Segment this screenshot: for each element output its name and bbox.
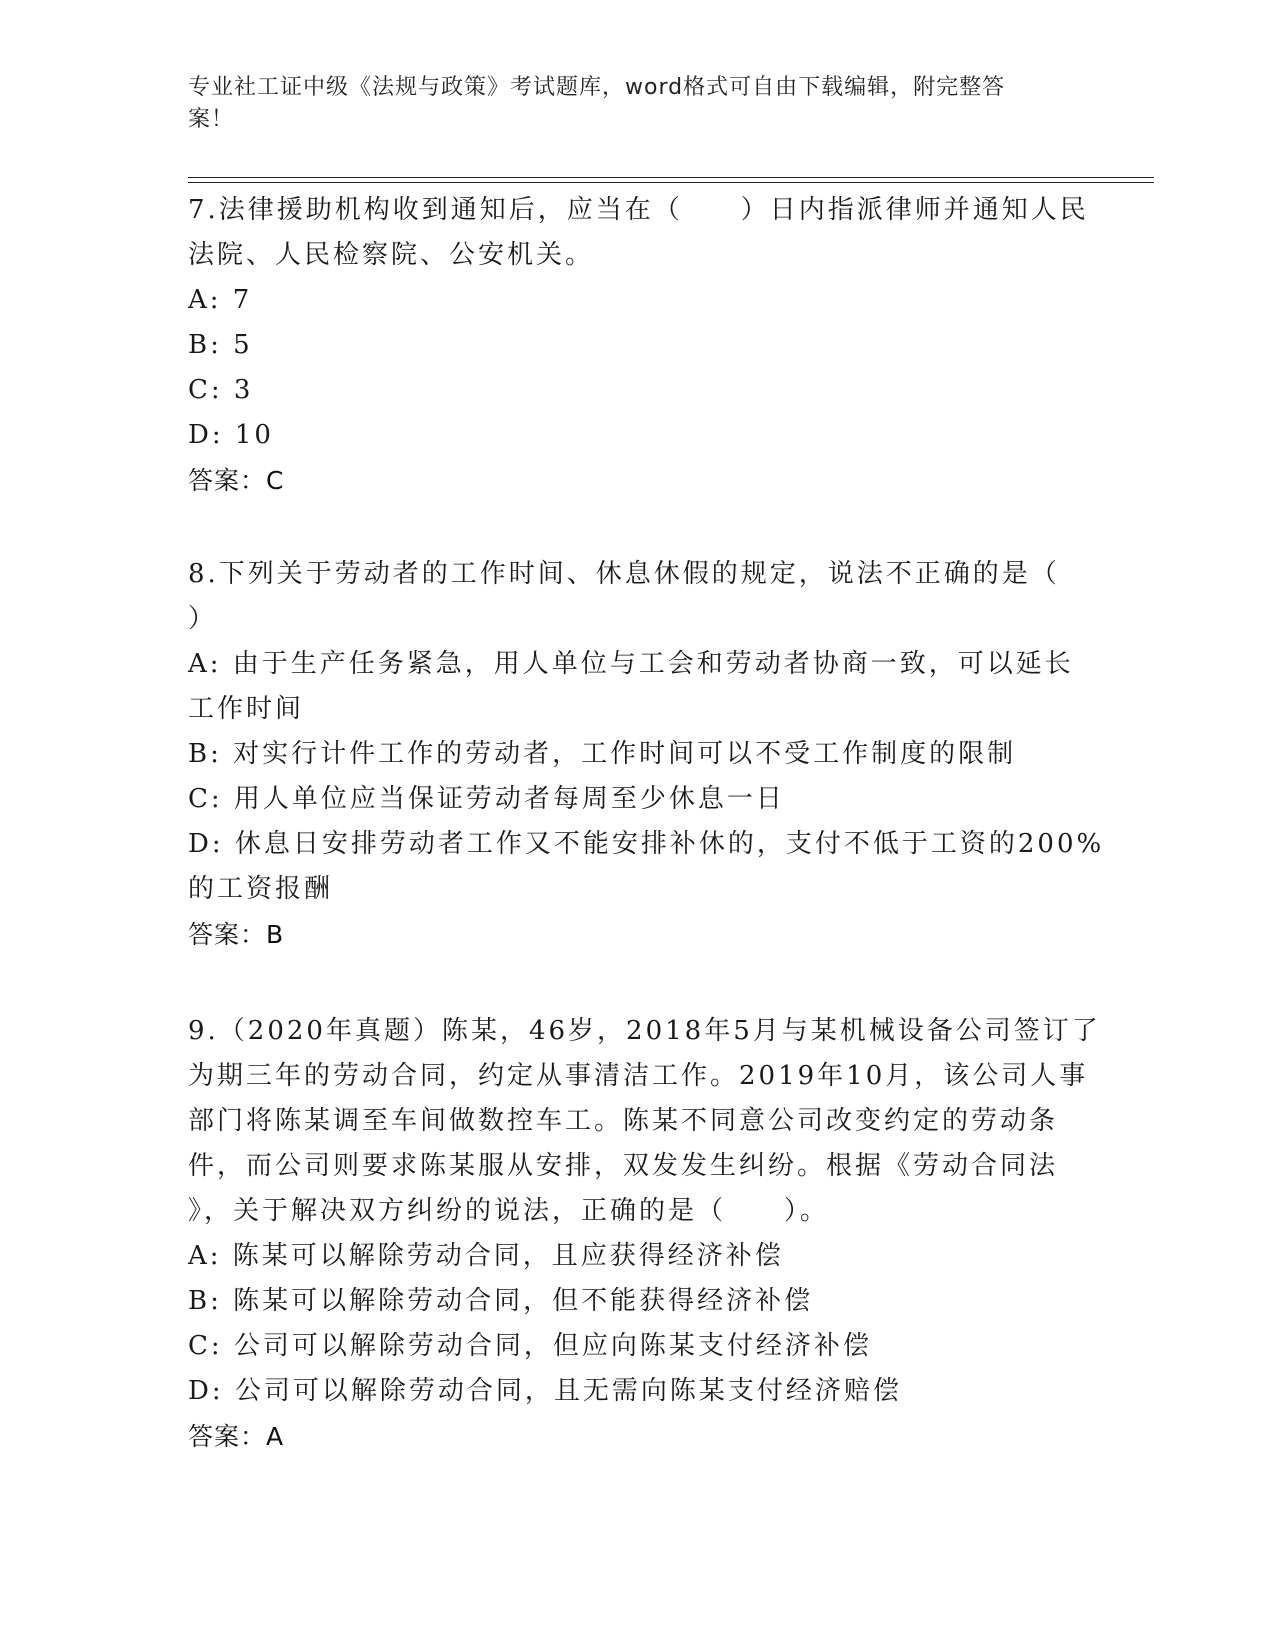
- question-block: [188, 552, 1105, 957]
- option-a: A: 由于生产任务紧急，用人单位与工会和劳动者协商一致，可以延长: [188, 649, 1074, 679]
- question-stem-line: 法院、人民检察院、公安机关。: [188, 240, 595, 270]
- question-block: [188, 188, 1089, 503]
- question-stem-line: 为期三年的劳动合同，约定从事清洁工作。2019年10月，该公司人事: [188, 1061, 1089, 1091]
- question-stem-line: 9.（2020年真题）陈某，46岁，2018年5月与某机械设备公司签订了: [188, 1016, 1101, 1046]
- answer-line: 答案：B: [188, 920, 285, 949]
- header-divider: [188, 182, 1154, 183]
- header-line: 案！: [188, 107, 235, 132]
- question-block: [188, 1009, 1101, 1459]
- option-c: C: 3: [188, 375, 254, 405]
- option-a: A: 7: [188, 285, 253, 315]
- answer-line: 答案：C: [188, 466, 285, 495]
- option-d: D: 休息日安排劳动者工作又不能安排补休的，支付不低于工资的200%: [188, 829, 1105, 859]
- answer-line: 答案：A: [188, 1422, 285, 1451]
- option-d-continued: 的工资报酬: [188, 874, 334, 904]
- option-d: D: 公司可以解除劳动合同，且无需向陈某支付经济赔偿: [188, 1376, 902, 1406]
- option-c: C: 用人单位应当保证劳动者每周至少休息一日: [188, 784, 785, 814]
- option-d: D: 10: [188, 420, 274, 450]
- document-header: [188, 72, 1068, 136]
- question-stem-line: 件，而公司则要求陈某服从安排，双发发生纠纷。根据《劳动合同法: [188, 1151, 1059, 1181]
- question-stem-line: 》，关于解决双方纠纷的说法，正确的是（ ）。: [188, 1196, 830, 1226]
- question-stem-line: 部门将陈某调至车间做数控车工。陈某不同意公司改变约定的劳动条: [188, 1106, 1059, 1136]
- option-b: B: 陈某可以解除劳动合同，但不能获得经济补偿: [188, 1286, 814, 1316]
- question-stem-line: 7.法律援助机构收到通知后，应当在（ ）日内指派律师并通知人民: [188, 195, 1089, 225]
- option-b: B: 5: [188, 330, 253, 360]
- question-stem-line: 8.下列关于劳动者的工作时间、休息休假的规定，说法不正确的是（: [188, 559, 1060, 589]
- option-b: B: 对实行计件工作的劳动者，工作时间可以不受工作制度的限制: [188, 739, 1017, 769]
- question-stem-line: ）: [188, 604, 218, 634]
- option-a-continued: 工作时间: [188, 694, 305, 724]
- option-c: C: 公司可以解除劳动合同，但应向陈某支付经济补偿: [188, 1331, 872, 1361]
- option-a: A: 陈某可以解除劳动合同，且应获得经济补偿: [188, 1241, 784, 1271]
- header-divider: [188, 177, 1154, 178]
- header-line: 专业社工证中级《法规与政策》考试题库，word格式可自由下载编辑，附完整答: [188, 75, 1006, 100]
